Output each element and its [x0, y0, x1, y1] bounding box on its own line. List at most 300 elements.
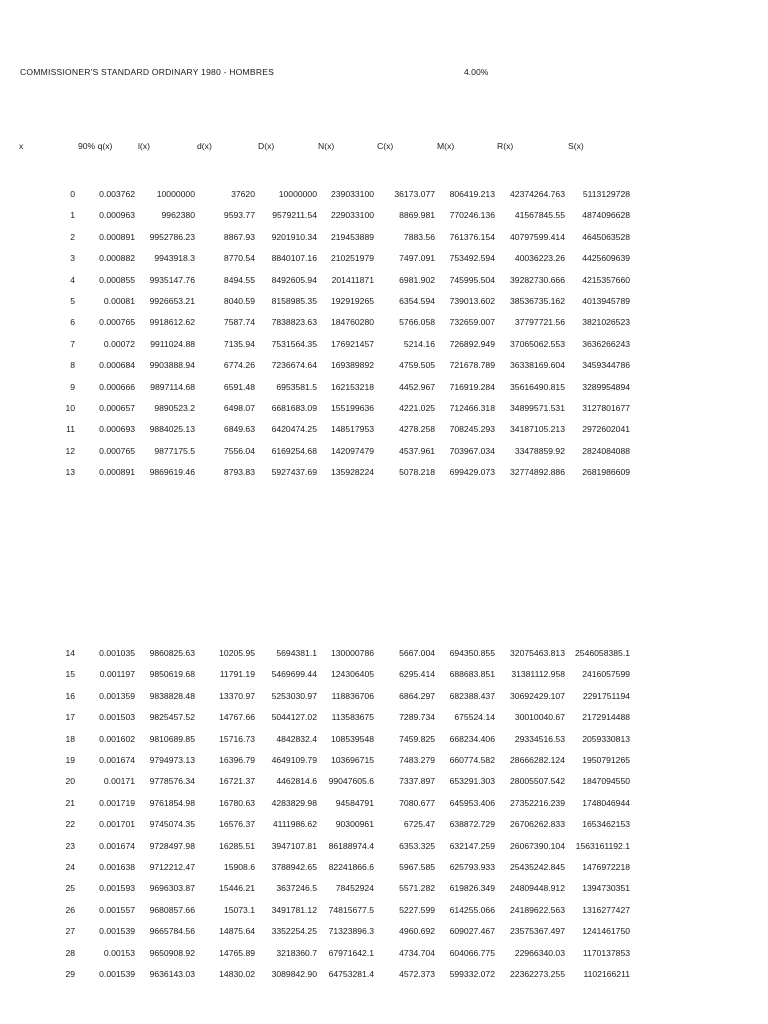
table-cell: 3089842.90 — [271, 969, 317, 979]
table-cell: 761376.154 — [449, 231, 495, 242]
table-cell: 0.001674 — [99, 840, 135, 851]
interest-rate: 4.00% — [464, 67, 489, 77]
table-cell: 5078.218 — [399, 467, 435, 478]
table-cell: 4537.961 — [399, 445, 435, 456]
table-cell: 15716.73 — [219, 733, 255, 744]
table-cell: 6725.47 — [403, 819, 435, 830]
table-cell: 753492.594 — [449, 253, 495, 264]
table-cell: 10 — [65, 403, 75, 413]
table-cell: 6 — [70, 317, 75, 328]
table-row — [0, 819, 768, 831]
table-row — [0, 317, 768, 329]
table-cell: 9869619.46 — [149, 467, 195, 478]
table-cell: 135928224 — [330, 467, 374, 478]
table-row — [0, 339, 768, 351]
table-cell: 5469699.44 — [271, 669, 317, 680]
table-cell: 0.000657 — [99, 403, 135, 413]
table-cell: 7337.897 — [399, 776, 435, 787]
table-cell: 4013945789 — [582, 296, 630, 306]
table-cell: 1653462153 — [582, 819, 630, 830]
table-cell: 142097479 — [330, 445, 374, 456]
table-cell: 34187105.213 — [510, 424, 565, 435]
column-header: S(x) — [568, 141, 584, 151]
table-cell: 40797599.414 — [510, 231, 565, 242]
table-cell: 37065062.553 — [510, 338, 565, 349]
table-cell: 3636266243 — [582, 338, 630, 349]
table-cell: 32774892.886 — [510, 467, 565, 478]
table-cell: 37620 — [231, 189, 255, 199]
table-cell: 14767.66 — [219, 712, 255, 723]
column-header: d(x) — [197, 141, 212, 151]
table-cell: 8492605.94 — [271, 274, 317, 285]
table-cell: 9952786.23 — [149, 231, 195, 242]
table-cell: 6849.63 — [223, 424, 255, 435]
table-cell: 7838823.63 — [271, 317, 317, 328]
table-row — [0, 755, 768, 767]
table-cell: 9761854.98 — [149, 797, 195, 808]
table-cell: 0.000765 — [99, 445, 135, 456]
table-cell: 8867.93 — [223, 231, 255, 242]
table-cell: 9884025.13 — [149, 424, 195, 435]
table-cell: 0.000693 — [99, 424, 135, 435]
table-cell: 16721.37 — [219, 776, 255, 787]
table-cell: 4842832.4 — [276, 733, 317, 744]
table-row — [0, 969, 768, 981]
table-cell: 7556.04 — [223, 445, 255, 456]
table-cell: 4111986.62 — [272, 819, 317, 830]
table-cell: 4221.025 — [399, 403, 435, 413]
table-cell: 30010040.67 — [514, 712, 565, 723]
table-cell: 7080.677 — [399, 797, 435, 808]
table-cell: 10000000 — [278, 189, 317, 199]
table-cell: 3127801677 — [582, 403, 630, 413]
table-cell: 4278.258 — [399, 424, 435, 435]
table-cell: 7883.56 — [403, 231, 435, 242]
table-cell: 632147.259 — [449, 840, 495, 851]
table-cell: 9636143.03 — [149, 969, 195, 979]
table-cell: 0.000855 — [99, 274, 135, 285]
document-title: COMMISSIONER'S STANDARD ORDINARY 1980 - HOMBRES — [20, 67, 275, 77]
table-cell: 7497.091 — [399, 253, 435, 264]
table-cell: 16780.63 — [219, 797, 255, 808]
table-row — [0, 926, 768, 938]
table-row — [0, 232, 768, 244]
table-cell: 806419.213 — [449, 189, 495, 199]
table-cell: 6681683.09 — [271, 403, 317, 413]
table-cell: 9778576.34 — [149, 776, 195, 787]
table-row — [0, 360, 768, 372]
table-cell: 3 — [70, 253, 75, 264]
table-cell: 5113129728 — [582, 189, 630, 199]
table-row — [0, 776, 768, 788]
table-cell: 29 — [65, 969, 75, 979]
table-cell: 94584791 — [335, 797, 374, 808]
table-row — [0, 296, 768, 308]
table-cell: 9794973.13 — [149, 755, 195, 765]
table-cell: 118836706 — [331, 690, 374, 701]
table-cell: 0.00153 — [103, 947, 135, 958]
table-cell: 16 — [65, 690, 75, 701]
table-cell: 86188974.4 — [328, 840, 374, 851]
table-cell: 0.001359 — [99, 690, 135, 701]
table-cell: 9850619.68 — [149, 669, 195, 680]
table-cell: 0.001035 — [99, 648, 135, 658]
table-cell: 4874096628 — [582, 210, 630, 221]
table-cell: 14830.02 — [219, 969, 255, 979]
table-cell: 6981.902 — [399, 274, 435, 285]
table-cell: 1102166211 — [583, 969, 630, 979]
table-cell: 23575367.497 — [510, 926, 565, 937]
table-cell: 30692429.107 — [510, 690, 565, 701]
table-cell: 0.001701 — [99, 819, 135, 830]
table-cell: 26067390.104 — [510, 840, 565, 851]
table-cell: 1394730351 — [582, 883, 630, 894]
table-cell: 22966340.03 — [514, 947, 565, 958]
table-cell: 0.001719 — [99, 797, 135, 808]
table-cell: 5571.282 — [399, 883, 435, 894]
table-cell: 2681986609 — [582, 467, 630, 478]
table-cell: 9838828.48 — [149, 690, 195, 701]
table-cell: 4452.967 — [399, 381, 435, 392]
table-cell: 5694381.1 — [276, 648, 317, 658]
table-cell: 7459.825 — [399, 733, 435, 744]
table-cell: 15908.6 — [223, 862, 255, 872]
table-cell: 6420474.25 — [271, 424, 317, 435]
table-cell: 688683.851 — [449, 669, 495, 680]
table-cell: 9201910.34 — [271, 231, 317, 242]
column-header: R(x) — [497, 141, 514, 151]
table-cell: 32075463.813 — [510, 648, 565, 658]
table-cell: 17 — [65, 712, 75, 723]
table-cell: 9 — [70, 381, 75, 392]
table-row — [0, 712, 768, 724]
table-cell: 40036223.26 — [514, 253, 565, 264]
table-cell: 712466.318 — [449, 403, 495, 413]
table-row — [0, 210, 768, 222]
table-cell: 15 — [65, 669, 75, 680]
table-cell: 2 — [70, 231, 75, 242]
table-cell: 37797721.56 — [514, 317, 565, 328]
table-cell: 8040.59 — [223, 296, 255, 306]
table-cell: 7 — [70, 338, 75, 349]
table-cell: 0.000684 — [99, 360, 135, 371]
table-cell: 5967.585 — [399, 862, 435, 872]
table-cell: 6295.414 — [399, 669, 435, 680]
table-cell: 67971642.1 — [328, 947, 374, 958]
table-cell: 2059330813 — [582, 733, 630, 744]
table-cell: 604066.775 — [449, 947, 495, 958]
column-header: C(x) — [377, 141, 394, 151]
table-cell: 201411871 — [331, 274, 374, 285]
table-cell: 653291.303 — [449, 776, 495, 787]
table-cell: 9593.77 — [223, 210, 255, 221]
table-cell: 660774.582 — [449, 755, 495, 765]
table-cell: 108539548 — [330, 733, 374, 744]
table-cell: 6864.297 — [399, 690, 435, 701]
table-cell: 9890523.2 — [154, 403, 195, 413]
table-cell: 24189622.563 — [510, 904, 565, 915]
table-cell: 124306405 — [330, 669, 374, 680]
table-cell: 16576.37 — [219, 819, 255, 830]
table-cell: 229033100 — [330, 210, 374, 221]
table-cell: 169389892 — [330, 360, 374, 371]
table-cell: 694350.855 — [449, 648, 495, 658]
table-cell: 7483.279 — [399, 755, 435, 765]
table-cell: 24 — [65, 862, 75, 872]
table-cell: 0.001503 — [99, 712, 135, 723]
table-cell: 4462814.6 — [276, 776, 317, 787]
table-cell: 4283829.98 — [271, 797, 317, 808]
table-cell: 0 — [70, 189, 75, 199]
table-cell: 9903888.94 — [149, 360, 195, 371]
table-cell: 4960.692 — [399, 926, 435, 937]
table-cell: 16285.51 — [219, 840, 255, 851]
table-cell: 9650908.92 — [149, 947, 195, 958]
table-cell: 99047605.6 — [328, 776, 374, 787]
table-cell: 4759.505 — [399, 360, 435, 371]
table-cell: 78452924 — [335, 883, 374, 894]
table-cell: 210251979 — [330, 253, 374, 264]
table-row — [0, 467, 768, 479]
table-cell: 1 — [70, 210, 75, 221]
table-row — [0, 883, 768, 895]
table-cell: 9897114.68 — [150, 381, 195, 392]
table-cell: 1563161192.1 — [575, 840, 630, 851]
table-cell: 9665784.56 — [149, 926, 195, 937]
table-cell: 27352216.239 — [510, 797, 565, 808]
table-cell: 39282730.666 — [510, 274, 565, 285]
table-cell: 7531564.35 — [271, 338, 317, 349]
table-row — [0, 424, 768, 436]
table-cell: 21 — [65, 797, 75, 808]
column-header: l(x) — [138, 141, 150, 151]
table-cell: 5667.004 — [399, 648, 435, 658]
table-row — [0, 905, 768, 917]
table-cell: 4215357660 — [582, 274, 630, 285]
table-cell: 184760280 — [330, 317, 374, 328]
table-cell: 9926653.21 — [149, 296, 195, 306]
table-cell: 10205.95 — [219, 648, 255, 658]
table-cell: 41567845.55 — [514, 210, 565, 221]
table-cell: 726892.949 — [449, 338, 495, 349]
table-cell: 4645063528 — [582, 231, 630, 242]
table-cell: 0.000963 — [99, 210, 135, 221]
table-cell: 9810689.85 — [149, 733, 195, 744]
table-cell: 28005507.542 — [510, 776, 565, 787]
table-cell: 5214.16 — [403, 338, 435, 349]
table-cell: 0.001674 — [99, 755, 135, 765]
table-cell: 6591.48 — [223, 381, 255, 392]
table-cell: 3352254.25 — [271, 926, 317, 937]
table-cell: 2546058385.1 — [575, 648, 630, 658]
table-cell: 0.001593 — [99, 883, 135, 894]
table-cell: 26706262.833 — [510, 819, 565, 830]
table-cell: 176921457 — [330, 338, 374, 349]
table-cell: 745995.504 — [449, 274, 495, 285]
table-cell: 42374264.763 — [510, 189, 565, 199]
table-cell: 1476972218 — [582, 862, 630, 872]
table-cell: 739013.602 — [449, 296, 495, 306]
table-cell: 18 — [65, 733, 75, 744]
column-header: x — [19, 141, 24, 151]
table-row — [0, 189, 768, 201]
table-cell: 14765.89 — [219, 947, 255, 958]
table-cell: 22362273.255 — [510, 969, 565, 979]
table-cell: 3637246.5 — [276, 883, 317, 894]
table-cell: 6353.325 — [399, 840, 435, 851]
table-cell: 25 — [65, 883, 75, 894]
table-cell: 2972602041 — [582, 424, 630, 435]
table-cell: 732659.007 — [449, 317, 495, 328]
table-cell: 638872.729 — [449, 819, 495, 830]
table-cell: 2291751194 — [582, 690, 630, 701]
table-cell: 6498.07 — [223, 403, 255, 413]
column-header: D(x) — [258, 141, 275, 151]
table-row — [0, 669, 768, 681]
table-row — [0, 862, 768, 874]
table-cell: 155199636 — [330, 403, 374, 413]
table-cell: 9712212.47 — [149, 862, 195, 872]
table-row — [0, 841, 768, 853]
table-cell: 15446.21 — [219, 883, 255, 894]
table-cell: 3459344786 — [582, 360, 630, 371]
table-cell: 9918612.62 — [149, 317, 195, 328]
table-cell: 8158985.35 — [271, 296, 317, 306]
table-row — [0, 403, 768, 415]
table-cell: 4734.704 — [399, 947, 435, 958]
table-cell: 3289954894 — [582, 381, 630, 392]
table-cell: 5766.058 — [399, 317, 435, 328]
table-cell: 0.000882 — [99, 253, 135, 264]
table-cell: 7587.74 — [223, 317, 255, 328]
table-cell: 9680857.66 — [149, 904, 195, 915]
table-cell: 3788942.65 — [271, 862, 317, 872]
table-row — [0, 734, 768, 746]
table-cell: 35616490.815 — [510, 381, 565, 392]
table-cell: 4572.373 — [399, 969, 435, 979]
table-cell: 3491781.12 — [271, 904, 317, 915]
table-cell: 6169254.68 — [271, 445, 317, 456]
table-cell: 103696715 — [330, 755, 374, 765]
table-cell: 36338169.604 — [510, 360, 565, 371]
table-cell: 31381112.958 — [511, 669, 565, 680]
table-cell: 675524.14 — [454, 712, 495, 723]
table-cell: 10000000 — [156, 189, 195, 199]
table-cell: 15073.1 — [223, 904, 255, 915]
table-cell: 22 — [65, 819, 75, 830]
table-cell: 645953.406 — [449, 797, 495, 808]
table-cell: 0.000891 — [99, 231, 135, 242]
table-cell: 9696303.87 — [149, 883, 195, 894]
table-cell: 9911024.88 — [150, 338, 195, 349]
table-cell: 14 — [65, 648, 75, 658]
table-cell: 25435242.845 — [510, 862, 565, 872]
table-cell: 0.00081 — [103, 296, 135, 306]
table-cell: 619826.349 — [449, 883, 495, 894]
table-cell: 0.00171 — [103, 776, 135, 787]
table-cell: 9579211.54 — [272, 210, 317, 221]
table-cell: 0.001557 — [99, 904, 135, 915]
table-cell: 6774.26 — [223, 360, 255, 371]
table-cell: 0.000891 — [99, 467, 135, 478]
table-cell: 8840107.16 — [271, 253, 317, 264]
column-header: M(x) — [437, 141, 455, 151]
table-cell: 3821026523 — [582, 317, 630, 328]
table-cell: 38536735.162 — [510, 296, 565, 306]
table-cell: 27 — [65, 926, 75, 937]
table-cell: 703967.034 — [449, 445, 495, 456]
table-cell: 7289.734 — [399, 712, 435, 723]
table-cell: 614255.066 — [449, 904, 495, 915]
table-cell: 74815677.5 — [328, 904, 374, 915]
table-cell: 1748046944 — [582, 797, 630, 808]
table-cell: 1316277427 — [582, 904, 630, 915]
table-cell: 5 — [70, 296, 75, 306]
table-cell: 3218360.7 — [276, 947, 317, 958]
table-cell: 9877175.5 — [154, 445, 195, 456]
table-cell: 7236674.64 — [271, 360, 317, 371]
table-cell: 34899571.531 — [510, 403, 565, 413]
table-cell: 1170137853 — [582, 947, 630, 958]
table-cell: 9962380 — [161, 210, 195, 221]
table-cell: 219453889 — [330, 231, 374, 242]
table-cell: 33478859.92 — [514, 445, 565, 456]
table-cell: 13 — [65, 467, 75, 478]
column-header: 90% q(x) — [78, 141, 113, 151]
table-cell: 609027.467 — [449, 926, 495, 937]
table-cell: 5253030.97 — [271, 690, 317, 701]
table-cell: 24809448.912 — [510, 883, 565, 894]
table-cell: 9745074.35 — [149, 819, 195, 830]
table-row — [0, 648, 768, 660]
table-cell: 721678.789 — [449, 360, 495, 371]
table-row — [0, 798, 768, 810]
table-cell: 668234.406 — [449, 733, 495, 744]
table-cell: 5927437.69 — [271, 467, 317, 478]
table-cell: 7135.94 — [223, 338, 255, 349]
table-cell: 11791.19 — [219, 669, 255, 680]
table-cell: 16396.79 — [219, 755, 255, 765]
table-cell: 12 — [65, 445, 75, 456]
table-cell: 716919.284 — [449, 381, 495, 392]
table-cell: 0.001539 — [99, 926, 135, 937]
table-cell: 0.003762 — [99, 189, 135, 199]
table-cell: 14875.64 — [219, 926, 255, 937]
table-cell: 162153218 — [330, 381, 374, 392]
table-row — [0, 948, 768, 960]
table-cell: 130000786 — [330, 648, 374, 658]
table-cell: 5227.599 — [399, 904, 435, 915]
table-cell: 0.000666 — [99, 381, 135, 392]
table-cell: 0.00072 — [103, 338, 135, 349]
table-cell: 8 — [70, 360, 75, 371]
table-cell: 4425609639 — [582, 253, 630, 264]
table-cell: 770246.136 — [449, 210, 495, 221]
table-cell: 9935147.76 — [149, 274, 195, 285]
table-cell: 9825457.52 — [149, 712, 195, 723]
table-cell: 625793.933 — [449, 862, 495, 872]
table-cell: 71323896.3 — [328, 926, 374, 937]
table-cell: 19 — [65, 755, 75, 765]
table-cell: 0.001638 — [99, 862, 135, 872]
table-cell: 599332.072 — [449, 969, 495, 979]
table-cell: 2172914488 — [582, 712, 630, 723]
table-cell: 192919265 — [330, 296, 374, 306]
table-cell: 11 — [66, 424, 75, 435]
table-cell: 9943918.3 — [154, 253, 195, 264]
table-row — [0, 253, 768, 265]
table-row — [0, 691, 768, 703]
